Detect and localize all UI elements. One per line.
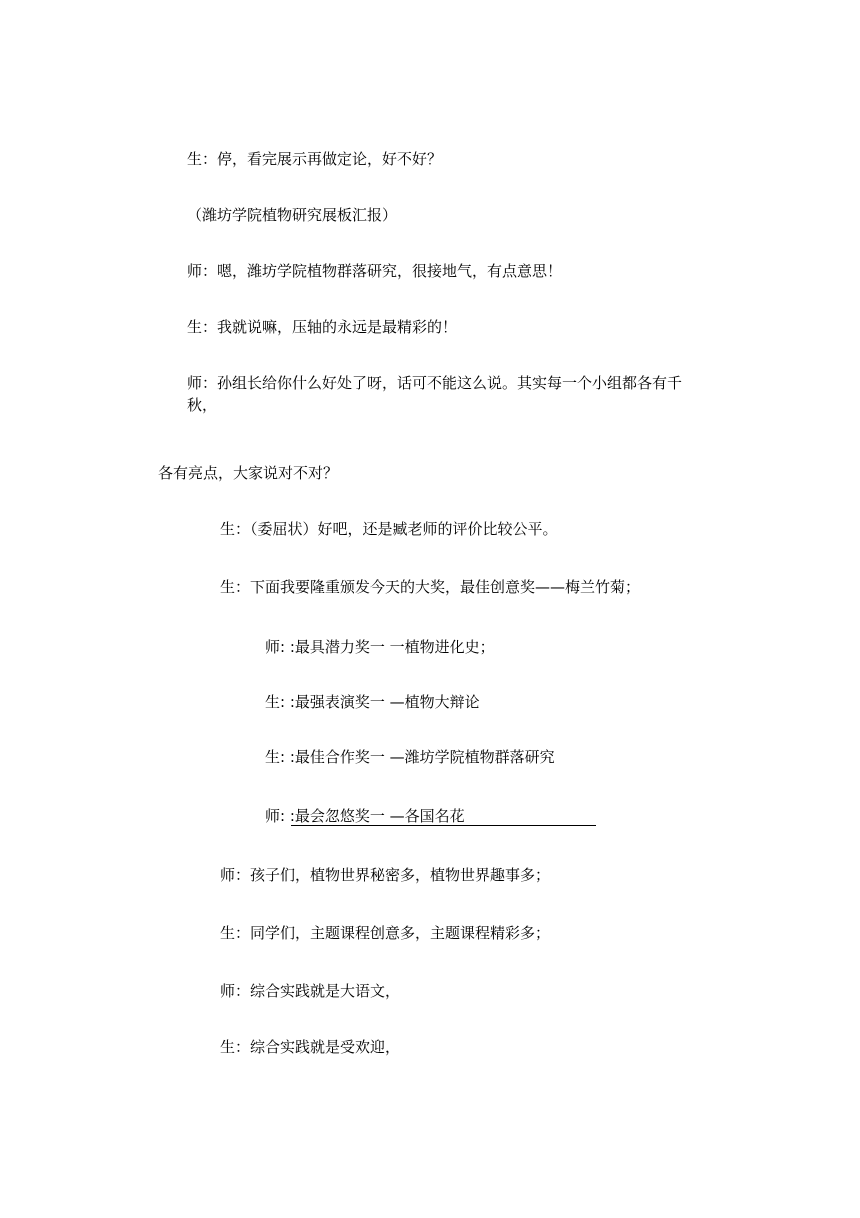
dialogue-line: 师：孩子们，植物世界秘密多，植物世界趣事多； — [220, 866, 551, 884]
award-line: 生: :最强表演奖一 —植物大辩论 — [265, 693, 480, 711]
award-line: 生: :最佳合作奖一 —潍坊学院植物群落研究 — [265, 748, 555, 766]
stage-direction: （潍坊学院植物研究展板汇报） — [187, 206, 398, 224]
dialogue-line: 生：我就说嘛，压轴的永远是最精彩的！ — [187, 318, 458, 336]
award-line: 师: :最会忽悠奖一 —各国名花 — [265, 807, 465, 825]
dialogue-line: 生：停，看完展示再做定论，好不好？ — [187, 150, 443, 168]
dialogue-line: 生：同学们，主题课程创意多，主题课程精彩多； — [220, 924, 551, 942]
dialogue-line: 生：下面我要隆重颁发今天的大奖，最佳创意奖——梅兰竹菊； — [220, 578, 641, 596]
dialogue-line: 生：（委屈状）好吧，还是臧老师的评价比较公平。 — [220, 520, 558, 538]
award-line: 师: :最具潜力奖一 一植物进化史； — [265, 638, 495, 656]
dialogue-line: 师：综合实践就是大语文， — [220, 982, 401, 1000]
underline-rule — [291, 825, 596, 826]
dialogue-line: 师：孙组长给你什么好处了呀，话可不能这么说。其实每一个小组都各有千秋， — [187, 374, 683, 414]
dialogue-continuation: 各有亮点，大家说对不对？ — [158, 464, 339, 482]
dialogue-line: 师：嗯，潍坊学院植物群落研究，很接地气，有点意思！ — [187, 262, 563, 280]
dialogue-line: 生：综合实践就是受欢迎， — [220, 1038, 401, 1056]
